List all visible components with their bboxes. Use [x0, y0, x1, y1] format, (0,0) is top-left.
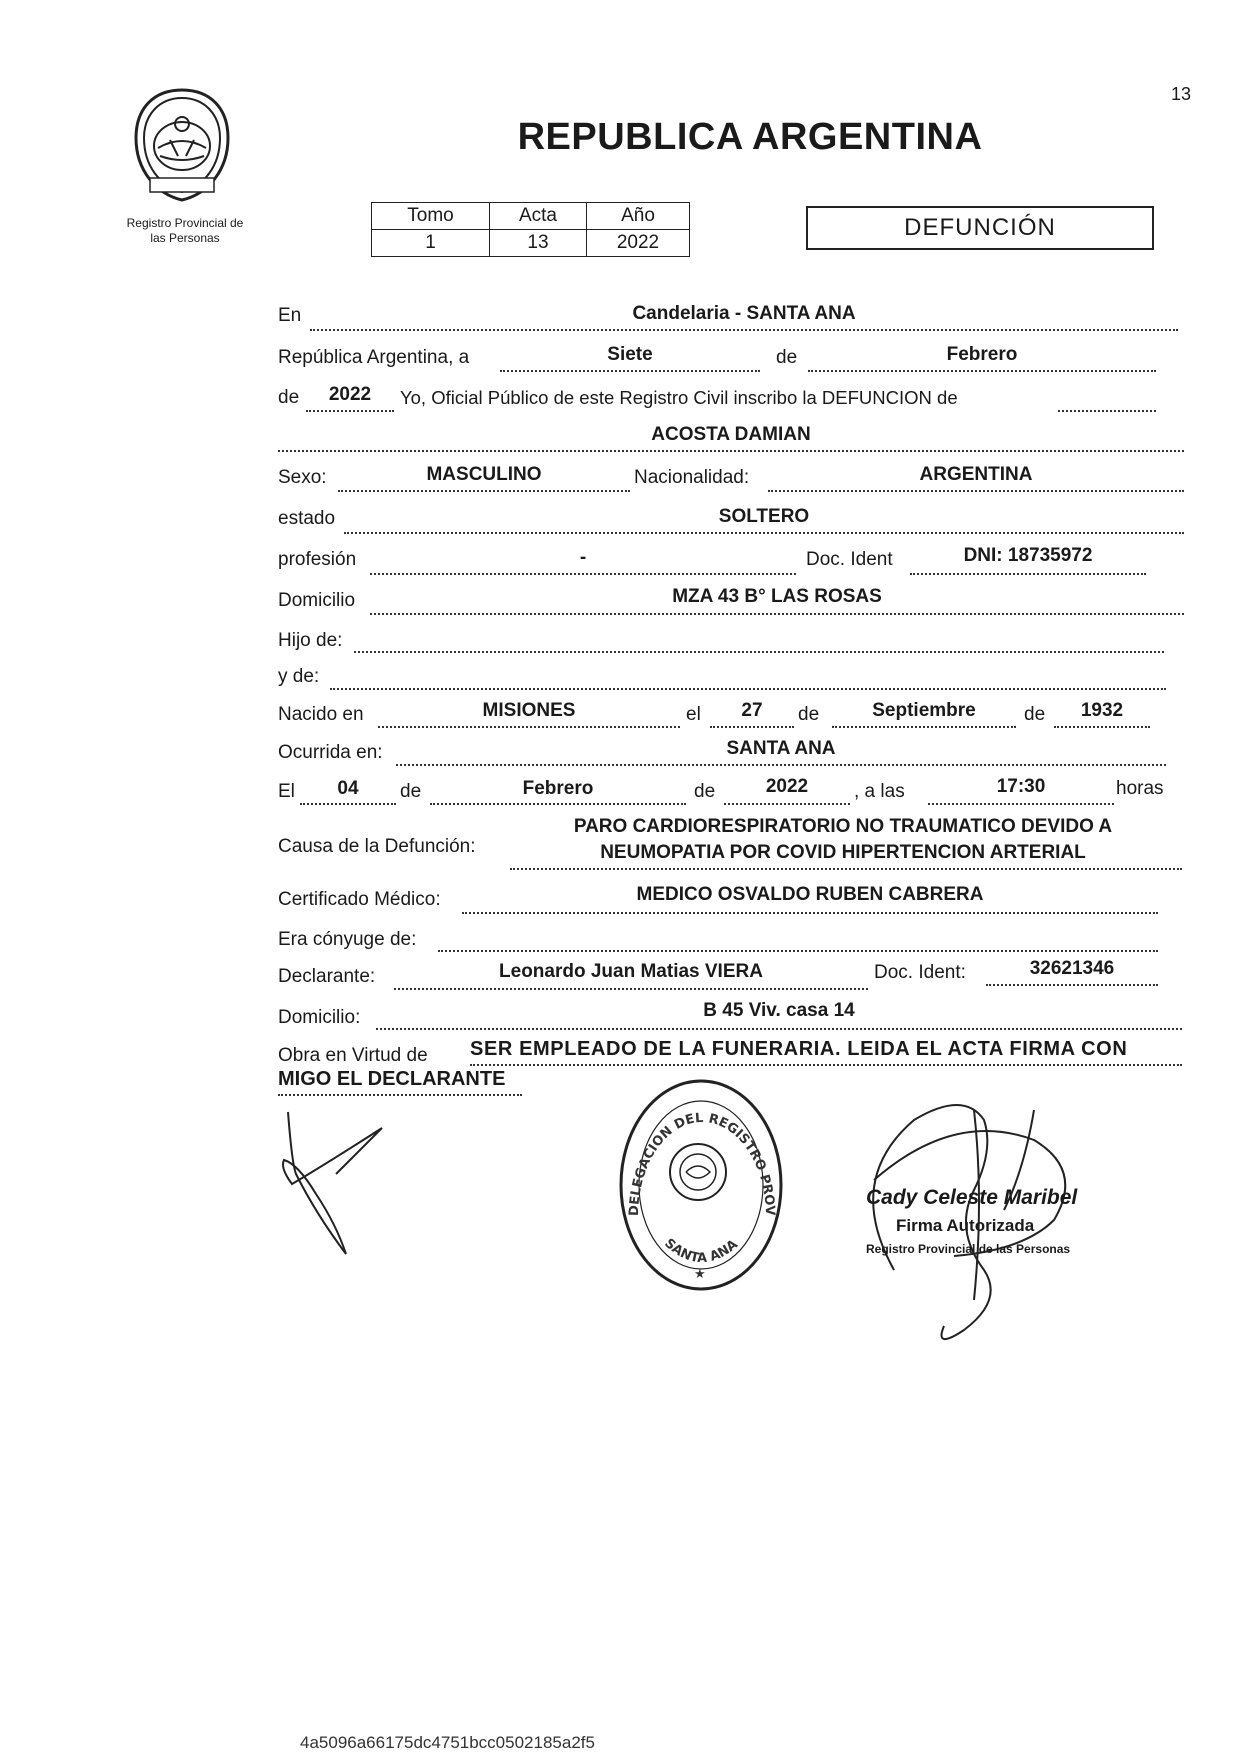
registry-name-line1: Registro Provincial de: [126, 216, 244, 230]
sexo-value: MASCULINO: [426, 464, 542, 485]
doc-ident-value: DNI: 18735972: [963, 545, 1093, 566]
de-label-4: de: [1024, 704, 1046, 725]
de-label-2: de: [278, 387, 300, 408]
registry-name: [100, 216, 270, 246]
registry-oval-stamp: [616, 1076, 786, 1294]
table-header-anio: Año: [587, 203, 690, 230]
decl-domicilio-value: B 45 Viv. casa 14: [703, 1000, 855, 1021]
official-seal-line3: Registro Provincial de las Personas: [866, 1242, 1071, 1256]
table-value-tomo: 1: [372, 230, 490, 257]
declarante-label: Declarante:: [278, 966, 376, 987]
declarante-value: Leonardo Juan Matias VIERA: [499, 961, 763, 982]
official-seal-text: [866, 1186, 1136, 1256]
obra-label: Obra en Virtud de: [278, 1045, 428, 1066]
de-label-6: de: [694, 781, 716, 802]
y-de-label: y de:: [278, 666, 320, 687]
causa-label: Causa de la Defunción:: [278, 836, 476, 857]
el-label-2: El: [278, 781, 295, 802]
year-value: 2022: [328, 384, 372, 405]
republica-label: República Argentina, a: [278, 347, 470, 368]
nacido-label: Nacido en: [278, 704, 364, 725]
certificado-value: MEDICO OSVALDO RUBEN CABRERA: [636, 884, 984, 905]
sexo-label: Sexo:: [278, 467, 327, 488]
el-label: el: [686, 704, 701, 725]
nacido-lugar-value: MISIONES: [482, 700, 576, 721]
de-label-1: de: [776, 347, 798, 368]
de-label-3: de: [798, 704, 820, 725]
horas-label: horas: [1116, 778, 1164, 799]
svg-text:★: ★: [694, 1267, 706, 1282]
nacionalidad-value: ARGENTINA: [919, 464, 1033, 485]
document-hash: 4a5096a66175dc4751bcc0502185a2f5: [300, 1733, 595, 1752]
en-label: En: [278, 305, 302, 326]
record-number-table: [371, 202, 690, 257]
stamp-top-text: DELEGACION DEL REGISTRO PROV: [626, 1110, 778, 1217]
def-dia-value: 04: [337, 778, 359, 799]
conyuge-label: Era cónyuge de:: [278, 929, 417, 950]
profesion-value: -: [579, 547, 587, 568]
table-value-anio: 2022: [587, 230, 690, 257]
page-number: 13: [1170, 84, 1191, 104]
oficial-text: Yo, Oficial Público de este Registro Civil inscribo la DEFUNCION de: [400, 387, 958, 408]
profesion-label: profesión: [278, 549, 357, 570]
obra-line2-value: MIGO EL DECLARANTE: [278, 1068, 506, 1090]
ocurrida-value: SANTA ANA: [726, 738, 836, 759]
svg-text:SANTA ANA: [661, 1236, 740, 1266]
estado-value: SOLTERO: [718, 506, 810, 527]
domicilio-value: MZA 43 B° LAS ROSAS: [672, 586, 882, 607]
decl-doc-label: Doc. Ident:: [874, 962, 966, 983]
deceased-name-value: ACOSTA DAMIAN: [651, 424, 811, 445]
causa-line1-value: PARO CARDIORESPIRATORIO NO TRAUMATICO DEVIDO A: [573, 816, 1113, 837]
domicilio-label: Domicilio: [278, 590, 356, 611]
doc-ident-label: Doc. Ident: [806, 549, 893, 570]
causa-line2-value: NEUMOPATIA POR COVID HIPERTENCION ARTERIAL: [600, 842, 1086, 863]
place-value: Candelaria - SANTA ANA: [632, 303, 856, 324]
ocurrida-label: Ocurrida en:: [278, 742, 383, 763]
declarant-signature: [276, 1104, 396, 1264]
decl-doc-value: 32621346: [1029, 958, 1115, 979]
decl-domicilio-label: Domicilio:: [278, 1007, 361, 1028]
def-hora-value: 17:30: [996, 776, 1046, 797]
svg-text:DELEGACION DEL REGISTRO PROVIN: [616, 1076, 777, 1216]
nacionalidad-label: Nacionalidad:: [634, 467, 750, 488]
hijo-de-label: Hijo de:: [278, 630, 343, 651]
table-header-tomo: Tomo: [372, 203, 490, 230]
nacido-mes-value: Septiembre: [872, 700, 976, 721]
official-seal-line2: Firma Autorizada: [896, 1216, 1035, 1235]
registry-name-line2: las Personas: [150, 231, 220, 245]
nacido-dia-value: 27: [741, 700, 763, 721]
day-word-value: Siete: [607, 344, 653, 365]
document-title: REPUBLICA ARGENTINA: [517, 116, 983, 158]
a-las-label: , a las: [854, 781, 905, 802]
nacido-anio-value: 1932: [1080, 700, 1124, 721]
document-type-box: DEFUNCIÓN: [806, 206, 1154, 250]
official-seal-line1: Cady Celeste Maribel: [866, 1186, 1078, 1209]
table-header-acta: Acta: [490, 203, 587, 230]
month-value: Febrero: [946, 344, 1018, 365]
estado-label: estado: [278, 508, 336, 529]
def-mes-value: Febrero: [522, 778, 594, 799]
de-label-5: de: [400, 781, 422, 802]
table-value-acta: 13: [490, 230, 587, 257]
obra-line1-value: SER EMPLEADO DE LA FUNERARIA. LEIDA EL ACTA FIRMA CON: [470, 1038, 1128, 1060]
def-anio-value: 2022: [765, 776, 809, 797]
stamp-bottom-text: SANTA ANA: [661, 1235, 741, 1267]
certificado-label: Certificado Médico:: [278, 889, 441, 910]
